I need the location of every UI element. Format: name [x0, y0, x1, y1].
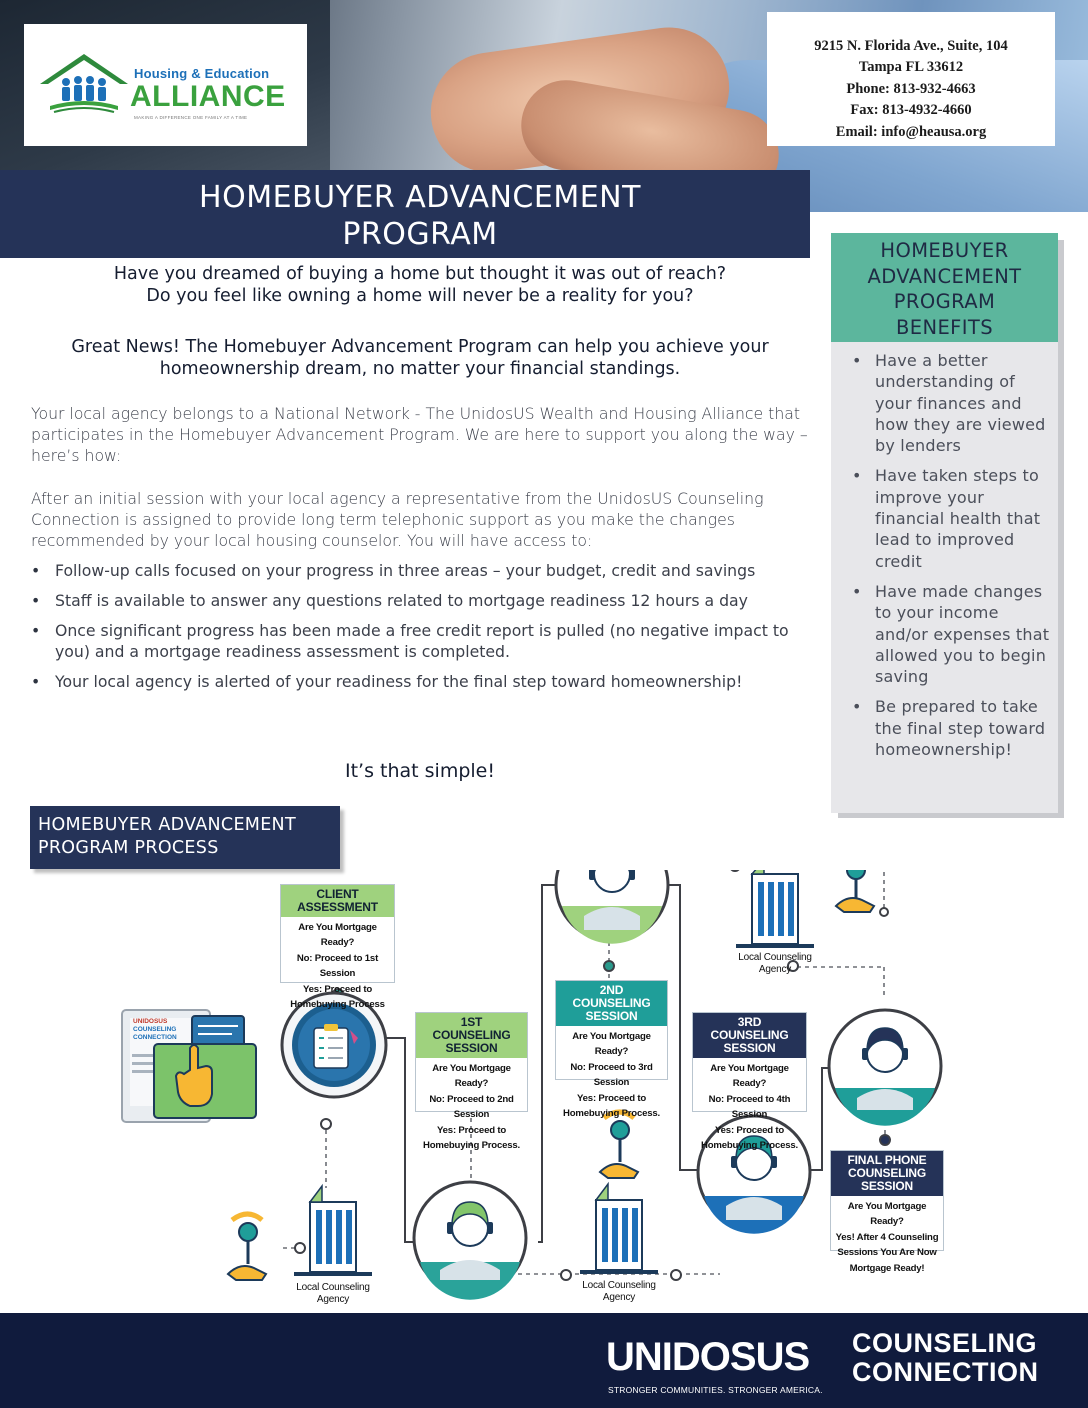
- step-title: 1ST COUNSELING SESSION: [416, 1013, 527, 1058]
- first-session-node: [414, 1182, 526, 1300]
- phone: Phone: 813-932-4663: [846, 80, 976, 97]
- second-session-node: [556, 870, 668, 944]
- access-list: [31, 560, 791, 701]
- heading-line: PROGRAM: [893, 290, 996, 313]
- intro-questions: [20, 263, 820, 307]
- benefit-item: • Have made changes to your income and/or expenses that allowed you to begin saving: [850, 581, 1054, 687]
- first-session-box: [415, 1012, 528, 1152]
- benefits-list: [850, 350, 1054, 769]
- cc-line: CONNECTION: [852, 1357, 1039, 1387]
- list-item: • Follow-up calls focused on your progress in three areas – your budget, credit and savings: [31, 560, 791, 581]
- support-paragraph: After an initial session with your local agency a representative from the UnidosUS Counseling Connection is assigned to provide long term telephonic support as you make the changes recommended by your local housing counselor. You will have access to:: [31, 489, 764, 550]
- list-item: • Staff is available to answer any questions related to mortgage readiness 12 hours a day: [31, 590, 791, 611]
- question-2: Do you feel like owning a home will never be a reality for you?: [146, 286, 694, 306]
- heading-line: HOMEBUYER: [880, 239, 1009, 262]
- agency-label: Local Counseling Agency: [738, 952, 812, 975]
- third-session-box: [692, 1012, 807, 1152]
- title-banner: [0, 170, 810, 258]
- final-session-box: [830, 1150, 944, 1274]
- closing-line: It’s that simple!: [345, 760, 495, 782]
- question-1: Have you dreamed of buying a home but thought it was out of reach?: [113, 264, 727, 284]
- cc-line: COUNSELING: [852, 1328, 1038, 1358]
- title-line-1: HOMEBUYER ADVANCEMENT: [199, 180, 641, 215]
- step-body: Are You Mortgage Ready? No: Proceed to 1st Session Yes: Proceed to Homebuying Process: [290, 922, 385, 1011]
- step-title: FINAL PHONE COUNSELING SESSION: [831, 1151, 943, 1196]
- second-session-box: [555, 980, 668, 1120]
- agency-label: Local Counseling Agency: [582, 1280, 656, 1303]
- device-label: [133, 1018, 193, 1042]
- building-icon: [294, 1186, 372, 1276]
- heading-line: BENEFITS: [895, 315, 994, 339]
- list-item: • Once significant progress has been made a free credit report is pulled (no negative impact to you) and a mortgage readiness assessment is completed.: [31, 620, 791, 662]
- hand-key-icon: [228, 1214, 266, 1280]
- step-body: Are You Mortgage Ready? No: Proceed to 2nd Session Yes: Proceed to Homebuying Process.: [423, 1063, 520, 1152]
- counseling-connection-logo: [852, 1329, 1039, 1387]
- address-line-1: 9215 N. Florida Ave., Suite, 104: [814, 38, 1008, 54]
- process-diagram: [0, 870, 1088, 1310]
- logo-subtitle: Housing & Education: [134, 66, 270, 81]
- contact-info: [767, 12, 1055, 146]
- unidosus-logo: UNIDOSUS: [606, 1335, 810, 1379]
- building-icon: [736, 870, 814, 948]
- device-title: COUNSELING CONNECTION: [133, 1026, 177, 1041]
- step-title: CLIENT ASSESSMENT: [281, 885, 394, 917]
- device-brand: UNIDOSUS: [133, 1018, 168, 1025]
- house-family-icon: [36, 50, 132, 120]
- step-title: 3RD COUNSELING SESSION: [693, 1013, 806, 1058]
- benefit-item: • Be prepared to take the final step toward homeownership!: [850, 696, 1054, 760]
- heading-line: ADVANCEMENT: [867, 264, 1022, 288]
- news-line-1: Great News! The Homebuyer Advancement Program can help you achieve your: [71, 337, 769, 357]
- benefits-sidebar: [831, 233, 1058, 813]
- network-paragraph: Your local agency belongs to a National Network - The UnidosUS Wealth and Housing Alliance that participates in the Homebuyer Advancement Program. We are here to support you along the way – here’s how:: [31, 404, 808, 465]
- email-link[interactable]: Email: info@heausa.org: [835, 123, 987, 140]
- step-body: Are You Mortgage Ready? No: Proceed to 3rd Session Yes: Proceed to Homebuying Process.: [563, 1031, 660, 1120]
- page-title: [0, 179, 840, 253]
- step-body: Are You Mortgage Ready? Yes! After 4 Counseling Sessions You Are Now Mortgage Ready!: [835, 1201, 939, 1274]
- client-assessment-box: [280, 884, 395, 1011]
- step-title: 2ND COUNSELING SESSION: [556, 981, 667, 1026]
- process-heading-line: PROGRAM PROCESS: [38, 838, 219, 858]
- building-icon: [580, 1184, 658, 1274]
- benefits-heading: [831, 233, 1058, 342]
- process-heading-line: HOMEBUYER ADVANCEMENT: [38, 815, 296, 835]
- list-item: • Your local agency is alerted of your readiness for the final step toward homeownership!: [31, 671, 791, 692]
- logo-name: ALLIANCE: [130, 80, 286, 113]
- unidosus-tagline: STRONGER COMMUNITIES. STRONGER AMERICA.: [608, 1385, 823, 1395]
- alliance-logo: [24, 24, 307, 146]
- final-session-node: [829, 1010, 941, 1126]
- step-body: Are You Mortgage Ready? No: Proceed to 4th Session Yes: Proceed to Homebuying Process.: [701, 1063, 798, 1152]
- great-news: [20, 336, 820, 380]
- benefit-item: • Have taken steps to improve your financial health that lead to improved credit: [850, 465, 1054, 571]
- address-line-2: Tampa FL 33612: [858, 59, 964, 76]
- process-heading: [30, 806, 340, 869]
- agency-label: Local Counseling Agency: [296, 1282, 370, 1305]
- title-line-2: PROGRAM: [342, 217, 498, 252]
- fax: Fax: 813-4932-4660: [850, 102, 972, 119]
- benefit-item: • Have a better understanding of your finances and how they are viewed by lenders: [850, 350, 1054, 456]
- news-line-2: homeownership dream, no matter your financial standings.: [159, 359, 681, 379]
- logo-tagline: MAKING A DIFFERENCE ONE FAMILY AT A TIME: [134, 115, 248, 120]
- footer: [0, 1313, 1088, 1408]
- hand-key-icon: [836, 870, 874, 912]
